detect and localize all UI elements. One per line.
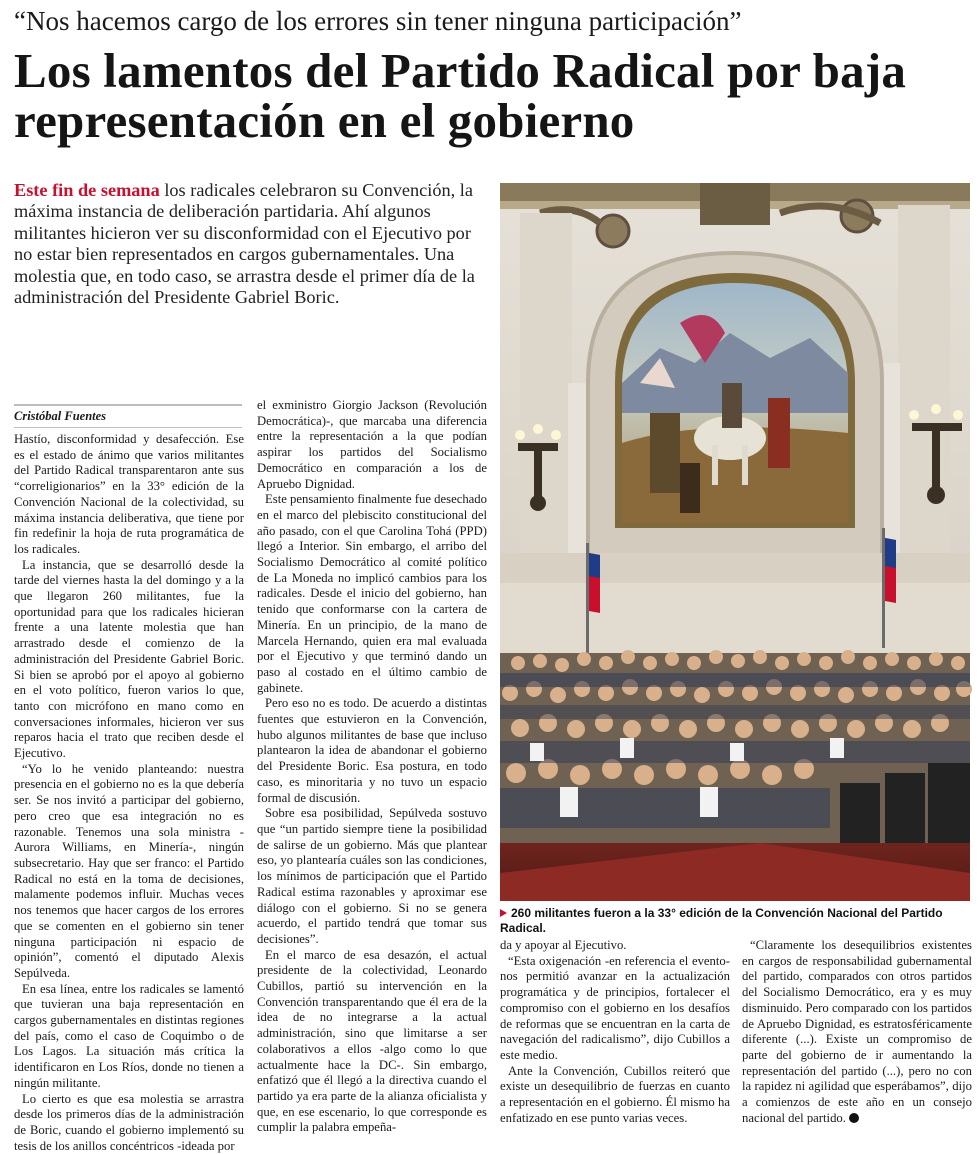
- caption-text: 260 militantes fueron a la 33° edición de la Convención Nacional del Partido Radical.: [500, 906, 943, 935]
- photo-caption: [500, 906, 970, 936]
- convention-photo: [500, 183, 970, 901]
- paragraph: En esa línea, entre los radicales se lamentó que tuvieran una baja representación en cargos gubernamentales en distintas regiones del país, como el caso de Coquimbo o de Los Lagos. La situación más crítica la identificaron en Los Ríos, donde no tienen a ningún militante.: [14, 981, 244, 1090]
- paragraph: “Esta oxigenación -en referencia el evento- nos permitió avanzar en la actualización programática y de principios, fortalecer el compromiso con el gobierno en los desafíos de reformas que se encuentran en la carta de navegación del radicalismo”, dijo Cubillos a este medio.: [500, 953, 730, 1062]
- paragraph: el exministro Giorgio Jackson (Revolución Democrática)-, que marcaba una diferencia entre la representación a la que podían aspirar los partidos del Socialismo Democrático en comparación a los de Apruebo Dignidad.: [257, 398, 487, 491]
- paragraph-text: “Claramente los desequilibrios existentes en cargos de responsabilidad gubernamental del partido, comparados con otros partidos del Socialismo Democrático, era y es muy disminuido. Pero comparado con los partidos de Apruebo Dignidad, es estratosféricamente diferente (...). Existe un compromiso de parte del gobierno de ir aumentando la representación del partido (...), pero no con la rapidez ni agilidad que esperábamos”, dijo a comienzos de este año en un consejo nacional del partido.: [742, 938, 972, 1125]
- lead-highlight: Este fin de semana: [14, 180, 160, 200]
- article-column-3: [500, 938, 730, 1136]
- paragraph: Este pensamiento finalmente fue desechado en el marco del plebiscito constitucional del año pasado, con el que Carolina Tohá (PPD) llegó a Interior. Sin embargo, el arribo del Socialismo Democrático al comité político de La Moneda no implicó cambios para los radicales. Desde el inicio del gobierno, han tenido que conformarse con la cartera de Minería. En un principio, de la mano de Marcela Hernando, quien era mal evaluada por el Ejecutivo y que terminó dando un paso al costado en el último cambio de gabinete.: [257, 492, 487, 695]
- lead-text: los radicales celebraron su Convención, la máxima instancia de deliberación partidaria. Ahí algunos militantes hicieron ver su disconformidad con el Ejecutivo por no estar bien representados en cargos gubernamentales. Una molestia que, en todo caso, se arrastra desde el primer día de la administración del Presidente Gabriel Boric.: [14, 180, 475, 308]
- end-of-article-icon: [849, 1113, 859, 1123]
- paragraph: Sobre esa posibilidad, Sepúlveda sostuvo que “un partido siempre tiene la posibilidad de salirse de un gobierno. Más que plantear eso, yo plantearía cuáles son las condiciones, los mínimos de participación que el Partido Radical estima razonables y aproximar ese diálogo con el gobierno. Si no se genera acuerdo, el partido tendrá que tomar sus decisiones”.: [257, 806, 487, 946]
- article-column-1: [14, 432, 244, 1153]
- paragraph: “Yo lo he venido planteando: nuestra presencia en el gobierno no es la que debería ser. Se nos invitó a participar del gobierno, pero creo que esa integración no es razonable. Tenemos una sola ministra -Aurora Williams, en Minería-, ningún subsecretario. Hay que ser franco: el Partido Radical no está en la toma de decisiones, malamente podemos influir. Muchas veces nos tenemos que hacer cargos de los errores que se comenten en el gobierno sin tener ninguna participación ni espacio de opinión”, comentó el diputado Alexis Sepúlveda.: [14, 761, 244, 980]
- paragraph: Lo cierto es que esa molestia se arrastra desde los primeros días de la administración de Boric, cuando el gobierno implementó su tesis de los anillos concéntricos -ideada por: [14, 1091, 244, 1153]
- paragraph: da y apoyar al Ejecutivo.: [500, 938, 627, 952]
- article-headline: Los lamentos del Partido Radical por baja representación en el gobierno: [14, 43, 907, 148]
- paragraph: Pero eso no es todo. De acuerdo a distintas fuentes que estuvieron en la Convención, hubo algunos militantes de base que incluso plantearon la idea de abandonar el gobierno del Presidente Boric. Esa postura, en todo caso, es minoritaria y no tuvo un espacio formal de discusión.: [257, 696, 487, 805]
- article-kicker: “Nos hacemos cargo de los errores sin tener ninguna participación”: [14, 6, 742, 36]
- article-column-4: [742, 938, 972, 1136]
- paragraph: En el marco de esa desazón, el actual presidente de la colectividad, Leonardo Cubillos, partió su intervención en la Convención transparentando que él era de la idea de no integrarse a la actual administración, sino que limitarse a ser colaborativos a ellos -algo como lo que actualmente hace la DC-. Sin embargo, enfatizó que él llegó a la directiva cuando el partido ya era parte de la alianza oficialista y que, en ese escenario, lo que corresponde es cumplir la palabra empeña-: [257, 947, 487, 1135]
- article-column-2: [257, 398, 487, 1136]
- paragraph: La instancia, que se desarrolló desde la tarde del viernes hasta la del domingo y a la que llegaron 260 militantes, fue la oportunidad para que los radicales hicieran frente a una latente molestia que han arrastrado desde el comienzo de la administración del Presidente Gabriel Boric. Si bien se aprobó por el apoyo al gobierno en el voto político, fueron varios lo que, tanto con micrófono en mano como en conversaciones informales, hicieron ver sus reparos hacia el trato que reciben desde el Ejecutivo.: [14, 557, 244, 761]
- caption-marker-icon: [500, 909, 507, 917]
- author-byline: Cristóbal Fuentes: [14, 404, 242, 428]
- paragraph: Hastío, disconformidad y desafección. Ese es el estado de ánimo que varios militantes del Partido Radical transparentaron ante sus “correligionarios” en la 33° edición de la Convención Nacional de la colectividad, su máxima instancia deliberativa, que tiene por fin redefinir la hoja de ruta programática de los radicales.: [14, 432, 244, 556]
- paragraph: [742, 938, 972, 1126]
- paragraph: Ante la Convención, Cubillos reiteró que existe un desequilibrio de fuerzas en cuanto a representación en el gobierno. Él mismo ha enfatizado en ese punto varias veces.: [500, 1063, 730, 1125]
- article-lead: [14, 180, 484, 308]
